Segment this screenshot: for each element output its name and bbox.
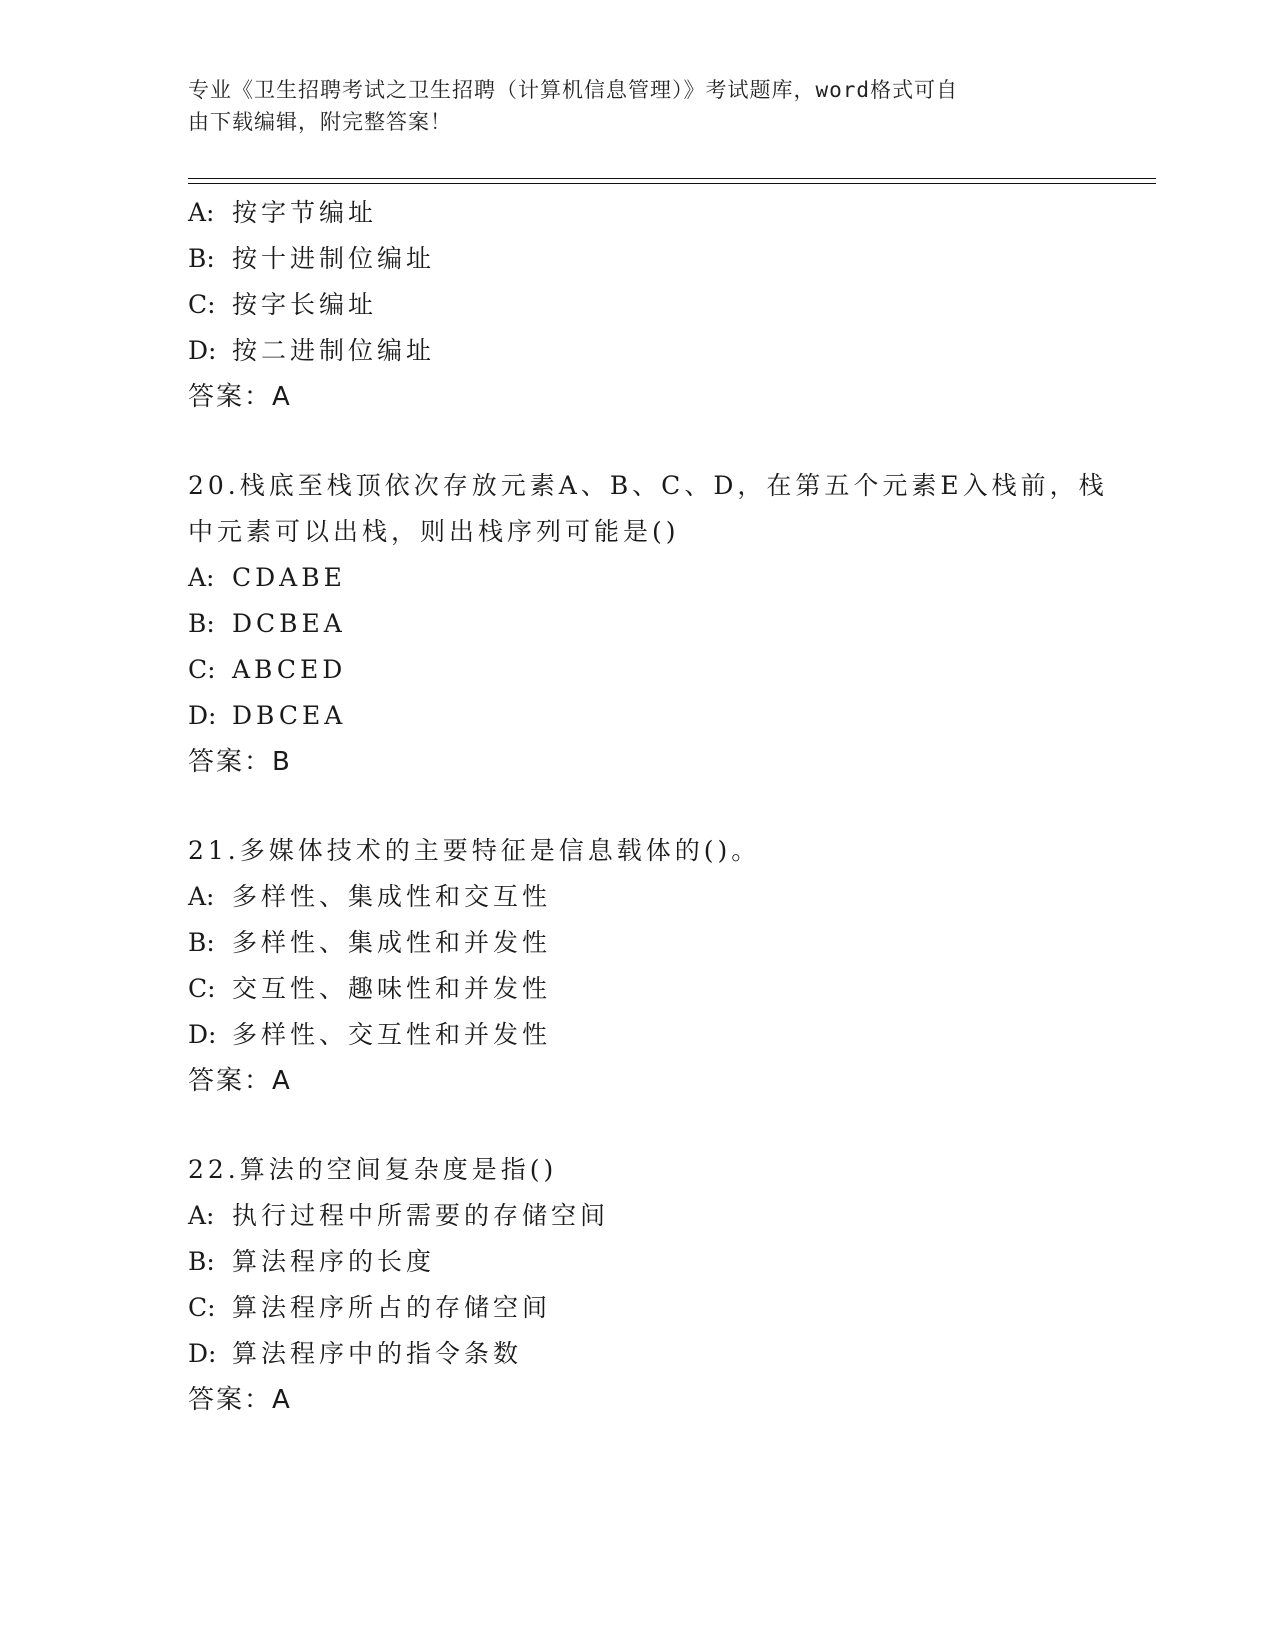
option-text: 算法程序中的指令条数	[232, 1339, 523, 1368]
option-d	[188, 693, 1148, 739]
answer-line: 答案：A	[188, 382, 292, 412]
question-22	[188, 1147, 1148, 1423]
answer-line: 答案：A	[188, 1385, 292, 1415]
document-header	[188, 74, 1068, 138]
option-text: 按字节编址	[232, 198, 378, 227]
question-list	[188, 190, 1148, 1423]
option-label: A:	[188, 563, 215, 592]
option-d	[188, 1012, 1148, 1058]
option-c	[188, 966, 1148, 1012]
header-line-2: 由下载编辑，附完整答案！	[188, 110, 452, 134]
answer-line: 答案：A	[188, 1066, 292, 1096]
option-label: B:	[188, 609, 215, 638]
option-b	[188, 1239, 1148, 1285]
header-divider-bottom	[188, 183, 1156, 184]
question-21	[188, 828, 1148, 1104]
question-text-line-1: 22.算法的空间复杂度是指()	[188, 1155, 558, 1184]
option-text: 按二进制位编址	[232, 336, 436, 365]
question-text-line-2: 中元素可以出栈，则出栈序列可能是()	[188, 517, 680, 546]
question-spacer	[188, 420, 1148, 463]
header-divider-top	[188, 178, 1156, 179]
option-text: 算法程序所占的存储空间	[232, 1293, 552, 1322]
option-d	[188, 328, 1148, 374]
option-label: C:	[188, 974, 216, 1003]
question-spacer	[188, 1104, 1148, 1147]
option-label: A:	[188, 882, 215, 911]
option-text: 多样性、交互性和并发性	[232, 1020, 552, 1049]
option-label: C:	[188, 655, 216, 684]
option-text: 执行过程中所需要的存储空间	[232, 1201, 610, 1230]
option-text: 多样性、集成性和并发性	[232, 928, 552, 957]
option-text: DBCEA	[232, 701, 347, 730]
option-text: ABCED	[232, 655, 347, 684]
option-label: D:	[188, 336, 217, 365]
option-c	[188, 282, 1148, 328]
header-line-1: 专业《卫生招聘考试之卫生招聘（计算机信息管理）》考试题库，word格式可自	[188, 78, 959, 102]
option-text: 按字长编址	[232, 290, 378, 319]
question-text-line-1: 20.栈底至栈顶依次存放元素A、B、C、D，在第五个元素E入栈前，栈	[188, 471, 1108, 500]
option-text: CDABE	[232, 563, 346, 592]
option-a	[188, 555, 1148, 601]
question-spacer	[188, 785, 1148, 828]
option-label: C:	[188, 1293, 216, 1322]
option-label: B:	[188, 928, 215, 957]
option-text: 多样性、集成性和交互性	[232, 882, 552, 911]
option-d	[188, 1331, 1148, 1377]
option-text: DCBEA	[232, 609, 346, 638]
option-a	[188, 1193, 1148, 1239]
question-19	[188, 190, 1148, 420]
question-text-line-1: 21.多媒体技术的主要特征是信息载体的()。	[188, 836, 761, 865]
option-b	[188, 236, 1148, 282]
option-text: 按十进制位编址	[232, 244, 436, 273]
option-b	[188, 920, 1148, 966]
option-c	[188, 1285, 1148, 1331]
option-a	[188, 874, 1148, 920]
option-label: D:	[188, 1020, 217, 1049]
question-20	[188, 463, 1148, 785]
option-label: C:	[188, 290, 216, 319]
option-label: A:	[188, 1201, 215, 1230]
option-a	[188, 190, 1148, 236]
option-b	[188, 601, 1148, 647]
option-c	[188, 647, 1148, 693]
option-text: 交互性、趣味性和并发性	[232, 974, 552, 1003]
answer-line: 答案：B	[188, 747, 292, 777]
option-label: B:	[188, 244, 215, 273]
option-label: D:	[188, 701, 217, 730]
option-label: D:	[188, 1339, 217, 1368]
option-text: 算法程序的长度	[232, 1247, 436, 1276]
option-label: A:	[188, 198, 215, 227]
option-label: B:	[188, 1247, 215, 1276]
